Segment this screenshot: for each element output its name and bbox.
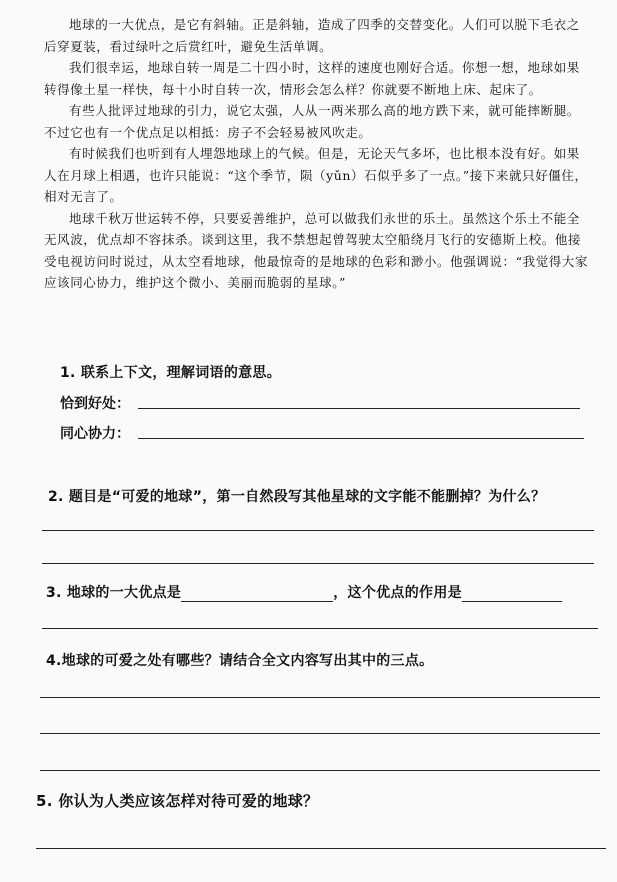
answer-blank-q3-2[interactable] xyxy=(462,587,562,602)
reading-passage xyxy=(44,14,592,294)
answer-line-q5[interactable] xyxy=(36,848,606,849)
question-5: 5. 你认为人类应该怎样对待可爱的地球？ xyxy=(36,792,319,810)
answer-line-q4-1[interactable] xyxy=(40,697,600,698)
question-3-part-1: 3. 地球的一大优点是 xyxy=(46,585,182,601)
question-4: 4.地球的可爱之处有哪些？请结合全文内容写出其中的三点。 xyxy=(46,653,434,669)
answer-blank-q3-1[interactable] xyxy=(181,587,333,602)
question-2: 2. 题目是“可爱的地球”，第一自然段写其他星球的文字能不能删掉？为什么？ xyxy=(48,489,546,505)
passage-paragraph-1: 地球的一大优点，是它有斜轴。正是斜轴，造成了四季的交替变化。人们可以脱下毛衣之后穿夏装，看过绿叶之后赏红叶，避免生活单调。 xyxy=(44,17,580,54)
passage-paragraph-2: 我们很幸运，地球自转一周是二十四小时，这样的速度也刚好合适。你想一想，地球如果转得像土星一样快，每十小时自转一次，情形会怎么样？你就要不断地上床、起床了。 xyxy=(44,60,580,97)
answer-line-q3[interactable] xyxy=(42,628,598,629)
answer-line-q2-1[interactable] xyxy=(42,530,594,531)
passage-paragraph-5: 地球千秋万世运转不停，只要妥善维护，总可以做我们永世的乐土。虽然这个乐土不能全无风波，优点却不容抹杀。谈到这里，我不禁想起曾驾驶太空船绕月飞行的安德斯上校。他接受电视访问时说过，从太空看地球，他最惊奇的是地球的色彩和渺小。他强调说：“我觉得大家应该同心协力，维护这个微小、美丽而脆弱的星球。” xyxy=(44,210,589,290)
question-3 xyxy=(46,582,562,602)
answer-line-term-1[interactable] xyxy=(138,408,580,409)
answer-line-term-2[interactable] xyxy=(138,438,584,439)
answer-line-q4-2[interactable] xyxy=(40,733,600,734)
term-2-label: 同心协力： xyxy=(60,426,130,442)
passage-paragraph-3: 有些人批评过地球的引力，说它太强，人从一两米那么高的地方跌下来，就可能摔断腿。不过它也有一个优点足以相抵：房子不会轻易被风吹走。 xyxy=(44,103,580,140)
term-1-label: 恰到好处： xyxy=(60,396,130,412)
passage-paragraph-4: 有时候我们也听到有人埋怨地球上的气候。但是，无论天气多坏，也比根本没有好。如果人在月球上相遇，也许只能说：“这个季节，陨（yǔn）石似乎多了一点。”接下来就只好僵住，相对无言了。 xyxy=(44,146,588,204)
answer-line-q2-2[interactable] xyxy=(42,563,594,564)
question-3-part-2: ，这个优点的作用是 xyxy=(333,585,462,601)
question-1: 1. 联系上下文，理解词语的意思。 xyxy=(60,365,282,381)
answer-line-q4-3[interactable] xyxy=(40,770,600,771)
